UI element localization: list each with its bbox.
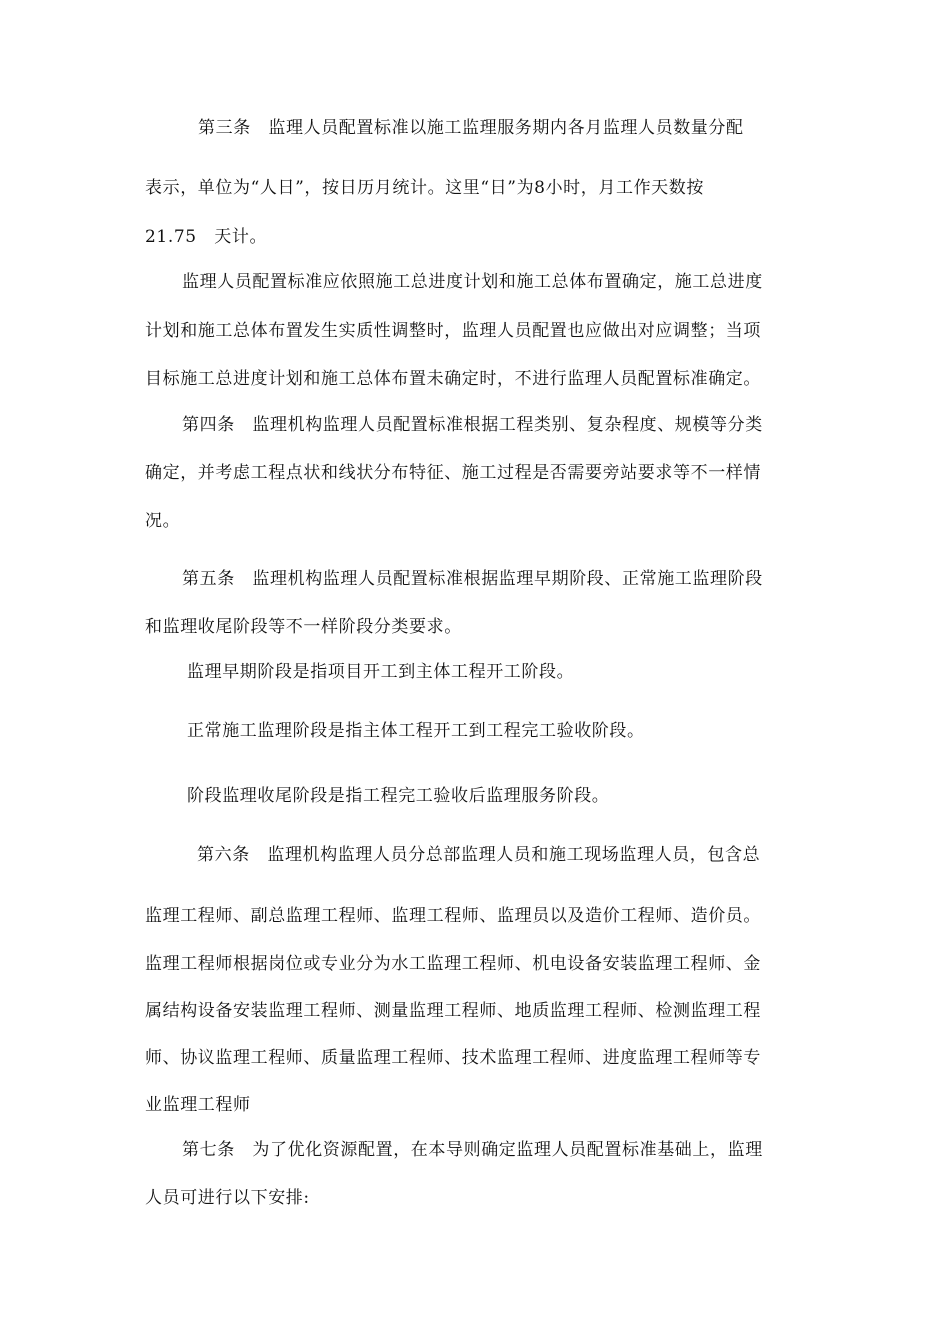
- article-6-line-1: 第六条 监理机构监理人员分总部监理人员和施工现场监理人员，包含总: [197, 845, 761, 865]
- article-6-line-6: 业监理工程师: [145, 1095, 251, 1115]
- article-6-line-2: 监理工程师、副总监理工程师、监理工程师、监理员以及造价工程师、造价员。: [145, 906, 761, 926]
- normal-stage-definition: 正常施工监理阶段是指主体工程开工到工程完工验收阶段。: [187, 721, 645, 741]
- article-3-line-3: 21.75 天计。: [145, 227, 268, 247]
- article-6-line-3: 监理工程师根据岗位或专业分为水工监理工程师、机电设备安装监理工程师、金: [145, 954, 761, 974]
- article-4-line-3: 况。: [145, 511, 181, 531]
- article-5-line-2: 和监理收尾阶段等不一样阶段分类要求。: [145, 617, 462, 637]
- early-stage-definition: 监理早期阶段是指项目开工到主体工程开工阶段。: [187, 662, 575, 682]
- article-4-line-2: 确定，并考虑工程点状和线状分布特征、施工过程是否需要旁站要求等不一样情: [145, 463, 761, 483]
- paragraph-basis-line-1: 监理人员配置标准应依照施工总进度计划和施工总体布置确定，施工总进度: [182, 272, 763, 292]
- article-7-line-1: 第七条 为了优化资源配置，在本导则确定监理人员配置标准基础上，监理: [182, 1140, 763, 1160]
- closing-stage-definition: 阶段监理收尾阶段是指工程完工验收后监理服务阶段。: [187, 786, 610, 806]
- article-3-line-1: 第三条 监理人员配置标准以施工监理服务期内各月监理人员数量分配: [198, 118, 744, 138]
- paragraph-basis-line-2: 计划和施工总体布置发生实质性调整时，监理人员配置也应做出对应调整；当项: [145, 321, 761, 341]
- article-6-line-5: 师、协议监理工程师、质量监理工程师、技术监理工程师、进度监理工程师等专: [145, 1048, 761, 1068]
- article-5-line-1: 第五条 监理机构监理人员配置标准根据监理早期阶段、正常施工监理阶段: [182, 569, 763, 589]
- article-4-line-1: 第四条 监理机构监理人员配置标准根据工程类别、复杂程度、规模等分类: [182, 415, 763, 435]
- article-3-line-2: 表示，单位为“人日”，按日历月统计。这里“日”为8小时，月工作天数按: [145, 178, 704, 198]
- paragraph-basis-line-3: 目标施工总进度计划和施工总体布置未确定时，不进行监理人员配置标准确定。: [145, 369, 761, 389]
- article-7-line-2: 人员可进行以下安排:: [145, 1188, 310, 1208]
- article-6-line-4: 属结构设备安装监理工程师、测量监理工程师、地质监理工程师、检测监理工程: [145, 1001, 761, 1021]
